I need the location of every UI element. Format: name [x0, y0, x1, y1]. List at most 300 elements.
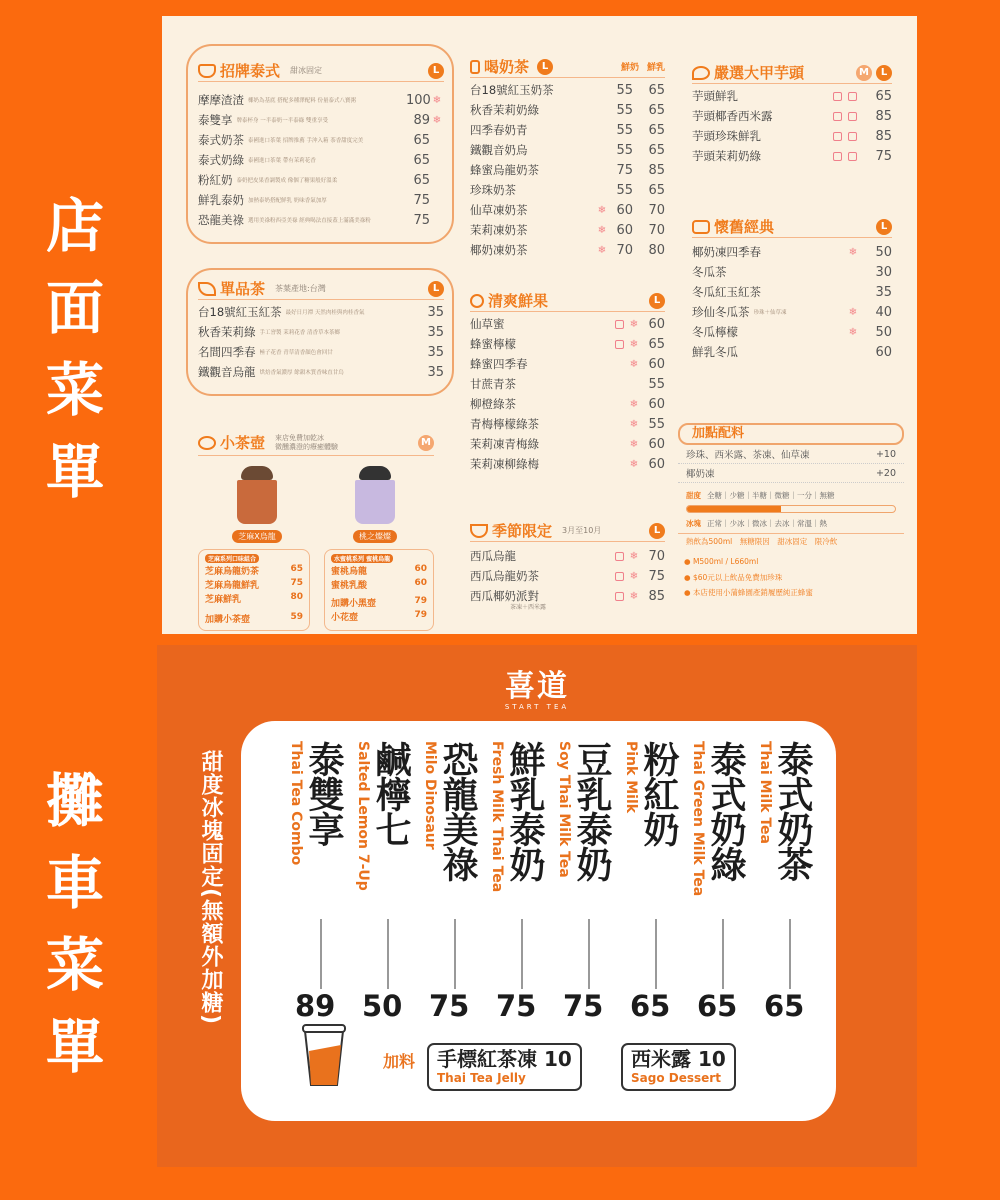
divider-line	[588, 919, 590, 989]
item-price: 55	[616, 182, 633, 198]
side-char: 菜	[45, 931, 104, 999]
fixed-sweet-icon	[848, 152, 857, 161]
item-name: 西瓜椰奶派對	[470, 589, 539, 603]
item-price: 60	[648, 316, 665, 332]
item-price: 40	[875, 304, 892, 320]
addon-name: 加購小茶壺	[205, 615, 251, 625]
note-text: M500ml / L660ml	[692, 557, 759, 566]
cart-item-name: 鮮乳泰奶	[504, 741, 545, 881]
item-name: 摩摩渣渣	[198, 93, 244, 107]
ice-levels: 正常｜少冰｜微冰｜去冰｜常溫｜熱	[707, 518, 827, 528]
cart-item	[287, 741, 344, 1023]
cart-menu-label	[0, 760, 150, 1088]
menu-row	[198, 190, 444, 210]
item-price: 75	[413, 212, 430, 228]
divider-line	[722, 919, 724, 989]
section-note: 茶葉產地:台灣	[275, 284, 326, 293]
menu-row	[470, 140, 665, 160]
menu-row	[198, 322, 444, 342]
box-item-name: 加購小黑壺	[331, 599, 377, 609]
cart-item	[354, 741, 411, 1023]
side-char: 面	[45, 274, 104, 342]
box-row	[331, 564, 427, 578]
item-name: 冬瓜紅玉紅茶	[692, 285, 761, 299]
item-price: 60	[648, 396, 665, 412]
col-header: 鮮乳	[646, 63, 665, 73]
signature-icon	[198, 64, 216, 78]
fixed-sweet-icon	[615, 592, 624, 601]
item-name: 茉莉凍柳綠梅	[470, 457, 539, 471]
item-price: 75	[413, 192, 430, 208]
size-badge: L	[876, 65, 892, 81]
item-name: 茉莉凍青梅綠	[470, 437, 539, 451]
item-price: 65	[648, 122, 665, 138]
menu-row	[470, 394, 665, 414]
cart-item-price: 89	[295, 989, 336, 1023]
item-price: 55	[648, 416, 665, 432]
section-title: 招牌泰式	[220, 62, 281, 80]
store-menu-label	[0, 185, 150, 513]
item-name: 芋頭椰香西米露	[692, 109, 773, 123]
cart-item-name: 粉紅奶	[638, 741, 679, 846]
item-desc: 泰國進口茶葉 帶有茉莉花香	[248, 158, 316, 164]
cart-item-name: 鹹檸七	[370, 741, 411, 846]
side-char: 店	[45, 192, 104, 260]
section-note: 來店免費加乾冰 微醺濃澄的療癒體驗	[275, 433, 339, 451]
menu-row	[692, 126, 892, 146]
menu-row	[470, 160, 665, 180]
cart-item	[689, 741, 746, 1023]
cart-item-price: 65	[697, 989, 738, 1023]
item-name: 芋頭珍珠鮮乳	[692, 129, 761, 143]
note-text: $60元以上飲品免費加珍珠	[692, 573, 783, 582]
addon-section	[678, 423, 904, 602]
peach-box	[324, 549, 434, 631]
addon-price: +20	[875, 467, 896, 479]
item-desc: 手工窨製 茉莉花香 清香草本茶鄉	[259, 330, 340, 336]
item-name: 西瓜烏龍奶茶	[470, 569, 539, 583]
item-price: 35	[875, 284, 892, 300]
cart-item-name: 泰式奶綠	[705, 741, 746, 881]
menu-row	[198, 362, 444, 382]
item-price: 60	[616, 222, 633, 238]
section-title: 單品茶	[220, 280, 266, 298]
item-name: 仙草蜜	[470, 317, 505, 331]
snowflake-icon: ❄	[629, 338, 639, 350]
cart-item-en: Milo Dinosaur	[422, 741, 438, 850]
box-item-price: 80	[290, 592, 303, 602]
item-name: 台18號紅玉紅茶	[198, 305, 282, 319]
item-price: 70	[648, 222, 665, 238]
watermelon-icon	[470, 524, 488, 538]
addon-row	[678, 464, 904, 483]
addon-price: 59	[290, 612, 303, 622]
signature-section	[198, 60, 444, 230]
addon-row	[678, 445, 904, 464]
cart-item	[756, 741, 813, 1023]
item-price: 65	[413, 152, 430, 168]
milk-tea-section	[470, 56, 665, 260]
menu-row	[692, 282, 892, 302]
item-name: 秋香茉莉奶綠	[470, 103, 539, 117]
section-note: 甜冰固定	[290, 66, 323, 75]
hot-box-icon	[615, 340, 624, 349]
menu-row	[198, 90, 444, 110]
item-desc: 牌泰杯身 一半泰奶一半泰綠 雙重享受	[236, 118, 328, 124]
item-price: 70	[616, 242, 633, 258]
size-badge: M	[418, 435, 434, 451]
sesame-teapot-image	[229, 466, 285, 524]
cart-item	[488, 741, 545, 1023]
bullet-icon: ●	[684, 588, 693, 597]
section-note: 3月至10月	[562, 526, 602, 535]
fixed-sweet-icon	[848, 132, 857, 141]
menu-row	[198, 130, 444, 150]
divider-line	[454, 919, 456, 989]
topping-en: Thai Tea Jelly	[437, 1071, 526, 1085]
box-row	[205, 564, 303, 578]
cart-item-price: 75	[429, 989, 470, 1023]
side-char: 菜	[45, 356, 104, 424]
cart-item	[622, 741, 679, 1023]
item-price: 65	[413, 132, 430, 148]
item-price: 85	[648, 162, 665, 178]
divider-line	[320, 919, 322, 989]
box-item-name: 芝麻烏龍鮮乳	[205, 581, 260, 591]
box-item-price: 65	[290, 564, 303, 574]
leaf-icon	[198, 282, 216, 296]
item-name: 台18號紅玉奶茶	[470, 83, 554, 97]
item-name: 恐龍美祿	[198, 213, 244, 227]
menu-row	[470, 80, 665, 100]
item-price: 60	[648, 436, 665, 452]
box-item-name: 蜜桃烏龍	[331, 567, 368, 577]
no-sugar-icon	[833, 92, 842, 101]
side-char: 單	[45, 1013, 104, 1081]
snowflake-icon: ❄	[629, 458, 639, 470]
item-name: 蜂蜜檸檬	[470, 337, 516, 351]
item-desc: 泰國進口茶葉 招牌推薦 手沖入箱 茶香甜度完美	[248, 138, 364, 144]
fixed-sweet-icon	[615, 572, 624, 581]
hot-box-icon	[615, 320, 624, 329]
item-name: 椰奶凍四季春	[692, 245, 761, 259]
cart-item-name: 恐龍美祿	[437, 741, 478, 881]
item-name: 椰奶凍奶茶	[470, 243, 528, 257]
snowflake-icon: ❄	[629, 438, 639, 450]
snowflake-icon: ❄	[848, 326, 858, 338]
bullet-icon: ●	[684, 557, 693, 566]
item-price: 65	[648, 182, 665, 198]
item-price: 35	[427, 304, 444, 320]
menu-row	[692, 86, 892, 106]
item-name: 粉紅奶	[198, 173, 233, 187]
box-item-price: 75	[290, 578, 303, 588]
item-price: 85	[875, 108, 892, 124]
item-price: 65	[648, 102, 665, 118]
item-name: 西瓜烏龍	[470, 549, 516, 563]
box-item-name: 芝麻烏龍奶茶	[205, 567, 260, 577]
no-sugar-icon	[833, 112, 842, 121]
topping-thai-jelly	[427, 1043, 582, 1091]
item-price: 65	[648, 82, 665, 98]
item-price: 75	[875, 148, 892, 164]
taro-section	[692, 62, 892, 166]
logo-text: 喜道	[505, 669, 569, 704]
topping-en: Sago Dessert	[631, 1071, 721, 1085]
item-name: 冬瓜檸檬	[692, 325, 738, 339]
menu-row	[692, 146, 892, 166]
fixed-sweet-icon	[848, 112, 857, 121]
box-row	[331, 596, 427, 610]
fresh-section	[470, 290, 665, 474]
divider-line	[387, 919, 389, 989]
cart-item-price: 75	[496, 989, 537, 1023]
item-name: 芋頭茉莉奶綠	[692, 149, 761, 163]
section-title: 喝奶茶	[484, 58, 530, 76]
item-desc: 選用美祿粉西亞美祿 經典喝法直接蓋上滿滿美祿粉	[248, 218, 371, 224]
size-badge: M	[856, 65, 872, 81]
box-item-price: 79	[414, 596, 427, 606]
teapot-icon	[198, 436, 216, 450]
size-badge: L	[649, 293, 665, 309]
item-price: 65	[648, 336, 665, 352]
menu-row	[470, 180, 665, 200]
item-price: 85	[648, 588, 665, 604]
item-price: 55	[616, 82, 633, 98]
item-price: 60	[648, 456, 665, 472]
bottle-icon	[470, 60, 480, 74]
item-name: 秋香茉莉綠	[198, 325, 256, 339]
teapot-tag: 芝麻X烏龍	[232, 530, 281, 543]
menu-row	[692, 242, 892, 262]
cart-item	[421, 741, 478, 1023]
bullet-icon: ●	[684, 573, 693, 582]
menu-row	[470, 454, 665, 474]
item-price: 65	[413, 172, 430, 188]
store-menu	[162, 16, 917, 634]
box-row	[205, 592, 303, 606]
menu-row	[198, 170, 444, 190]
note-line	[678, 572, 904, 587]
item-price: 60	[648, 356, 665, 372]
cart-item-en: Fresh Milk Thai Tea	[489, 741, 505, 893]
menu-row	[470, 546, 665, 566]
menu-row	[470, 334, 665, 354]
snowflake-icon: ❄	[629, 590, 639, 602]
snowflake-icon: ❄	[432, 94, 442, 106]
item-name: 芋頭鮮乳	[692, 89, 738, 103]
single-section	[198, 278, 444, 382]
box-item-name: 小花壺	[331, 613, 359, 623]
item-name: 鮮乳泰奶	[198, 193, 244, 207]
cart-item-price: 65	[764, 989, 805, 1023]
cart-item-price: 75	[563, 989, 604, 1023]
item-name: 仙草凍奶茶	[470, 203, 528, 217]
addon-title: 加點配料	[678, 423, 904, 445]
size-badge: L	[428, 63, 444, 79]
menu-row	[692, 322, 892, 342]
item-price: 55	[616, 142, 633, 158]
item-price: 75	[648, 568, 665, 584]
thumb-icon	[692, 220, 710, 234]
snowflake-icon: ❄	[629, 418, 639, 430]
item-price: 50	[875, 324, 892, 340]
cart-item-name: 泰雙享	[303, 741, 344, 846]
cart-item-price: 50	[362, 989, 403, 1023]
menu-row	[470, 120, 665, 140]
add-label: 加料	[383, 1052, 416, 1071]
item-name: 四季春奶青	[470, 123, 528, 137]
snowflake-icon: ❄	[629, 398, 639, 410]
item-desc: 最好日月潭 天然肉桂與肉桂香氣	[285, 310, 365, 316]
cart-item-en: Salted Lemon 7-Up	[355, 741, 371, 891]
note-text: 本店使用小蒲蜂園產銷履歷純正蜂蜜	[692, 588, 813, 597]
item-price: 35	[427, 324, 444, 340]
item-name: 鐵觀音奶烏	[470, 143, 528, 157]
side-char: 車	[45, 849, 104, 917]
size-badge: L	[876, 219, 892, 235]
cart-item-en: Thai Tea Combo	[288, 741, 304, 866]
addon-name: 珍珠、西米露、茶凍、仙草凍	[686, 450, 810, 461]
box-item-price: 79	[414, 610, 427, 620]
item-price: 35	[427, 344, 444, 360]
menu-row	[470, 200, 665, 220]
item-price: 65	[875, 88, 892, 104]
snowflake-icon: ❄	[597, 204, 607, 216]
box-item-name: 芝麻鮮乳	[205, 595, 242, 605]
menu-row	[470, 566, 665, 586]
section-title: 小茶壺	[220, 434, 266, 452]
sweet-levels: 全糖｜少糖｜半糖｜微糖｜一分｜無糖	[707, 490, 835, 500]
item-name: 冬瓜茶	[692, 265, 727, 279]
item-name: 珍仙冬瓜茶	[692, 305, 750, 319]
orange-icon	[470, 294, 484, 308]
sweet-bar	[686, 505, 896, 513]
cart-item-en: Pink Milk	[623, 741, 639, 814]
addon-name: 椰奶凍	[686, 469, 715, 480]
item-name: 柳橙綠茶	[470, 397, 516, 411]
topping-sago	[621, 1043, 736, 1091]
size-badge: L	[537, 59, 553, 75]
item-price: 55	[616, 102, 633, 118]
menu-row	[470, 100, 665, 120]
item-name: 茉莉凍奶茶	[470, 223, 528, 237]
item-price: 55	[616, 122, 633, 138]
snowflake-icon: ❄	[848, 246, 858, 258]
snowflake-icon: ❄	[629, 358, 639, 370]
item-desc: 泰奶把皮果香調製成 像個了糖果般好溫柔	[236, 178, 338, 184]
menu-row	[198, 342, 444, 362]
col-header: 鮮奶	[620, 63, 639, 73]
fixed-sweet-icon	[848, 92, 857, 101]
menu-row	[692, 262, 892, 282]
section-title: 季節限定	[492, 522, 553, 540]
teapot-section	[198, 430, 434, 631]
box-head: 水蜜桃系列 蜜桃烏龍	[331, 554, 393, 563]
size-badge: L	[649, 523, 665, 539]
item-desc: 加熱泰奶搭配鮮乳 奶味香氣加厚	[248, 198, 327, 204]
section-title: 清爽鮮果	[488, 292, 549, 310]
snowflake-icon: ❄	[629, 318, 639, 330]
item-price: 30	[875, 264, 892, 280]
cart-item-name: 豆乳泰奶	[571, 741, 612, 881]
ice-label: 冰塊	[686, 518, 701, 528]
snowflake-icon: ❄	[432, 114, 442, 126]
menu-row	[470, 220, 665, 240]
menu-row	[470, 314, 665, 334]
item-name: 蜂蜜烏龍奶茶	[470, 163, 539, 177]
no-sugar-icon	[833, 132, 842, 141]
item-price: 89	[413, 112, 430, 128]
cart-item-en: Soy Thai Milk Tea	[556, 741, 572, 878]
snowflake-icon: ❄	[848, 306, 858, 318]
item-name: 泰式奶茶	[198, 133, 244, 147]
menu-row	[198, 210, 444, 230]
sesame-box	[198, 549, 310, 631]
peach-teapot-image	[347, 466, 403, 524]
item-price: 70	[648, 548, 665, 564]
item-name: 鐵觀音烏龍	[198, 365, 256, 379]
snowflake-icon: ❄	[629, 550, 639, 562]
item-desc: 椰奶為基底 搭配多種澤配料 份量泰式八寶粥	[248, 98, 356, 104]
section-title: 嚴選大甲芋頭	[714, 64, 805, 82]
cart-item-price: 65	[630, 989, 671, 1023]
snowflake-icon: ❄	[629, 570, 639, 582]
item-price: 80	[648, 242, 665, 258]
no-sugar-icon	[833, 152, 842, 161]
sweet-label: 甜度	[686, 490, 701, 500]
box-item-price: 60	[414, 564, 427, 574]
divider-line	[655, 919, 657, 989]
box-item-price: 60	[414, 578, 427, 588]
box-item-name: 蜜桃乳酸	[331, 581, 368, 591]
addon-price: +10	[875, 448, 896, 460]
topping-name: 手標紅茶凍 10	[437, 1047, 572, 1071]
season-section	[470, 520, 665, 611]
item-price: 55	[648, 376, 665, 392]
brand-logo	[157, 661, 917, 711]
cart-menu	[157, 645, 917, 1167]
menu-row	[198, 110, 444, 130]
cup-icon	[301, 1021, 347, 1091]
box-row	[331, 610, 427, 624]
item-name: 珍珠奶茶	[470, 183, 516, 197]
item-price: 60	[616, 202, 633, 218]
item-name: 蜂蜜四季春	[470, 357, 528, 371]
divider-line	[521, 919, 523, 989]
box-head: 芝麻系列口味組合	[205, 554, 259, 563]
divider-line	[789, 919, 791, 989]
cart-item-name: 泰式奶茶	[772, 741, 813, 881]
item-name: 泰式奶綠	[198, 153, 244, 167]
teapot-tag: 桃之燦燦	[353, 530, 397, 543]
snowflake-icon: ❄	[597, 224, 607, 236]
item-name: 泰雙享	[198, 113, 233, 127]
topping-name: 西米露 10	[631, 1047, 726, 1071]
menu-row	[692, 342, 892, 362]
menu-row	[198, 302, 444, 322]
item-price: 35	[427, 364, 444, 380]
item-price: 70	[648, 202, 665, 218]
side-char: 攤	[45, 767, 104, 835]
item-price: 60	[875, 344, 892, 360]
item-desc: 烘焙香氣濃厚 餘韻木質香味直甘烏	[259, 370, 344, 376]
size-badge: L	[428, 281, 444, 297]
box-row	[205, 578, 303, 592]
item-price: 50	[875, 244, 892, 260]
menu-row	[692, 302, 892, 322]
classic-section	[692, 216, 892, 362]
